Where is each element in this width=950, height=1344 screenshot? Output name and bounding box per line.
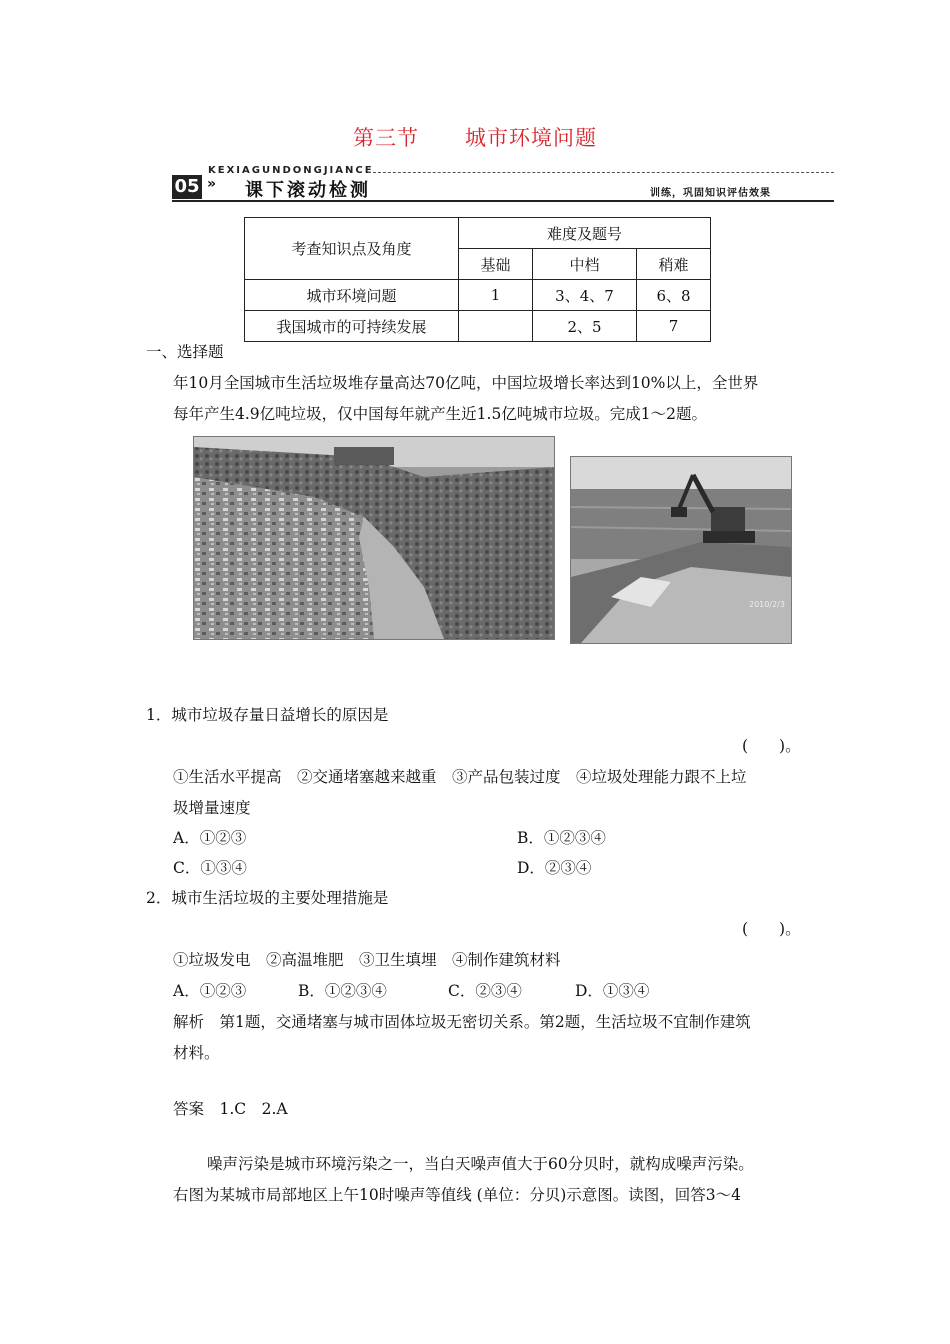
- chevron-icon: »: [207, 176, 217, 192]
- garbage-stream-photo: [193, 436, 555, 640]
- title-topic: 城市环境问题: [465, 126, 597, 150]
- intro-line-2: 每年产生4.9亿吨垃圾，仅中国每年就产生近1.5亿吨城市垃圾。完成1～2题。: [173, 405, 708, 423]
- level-hard: 稍难: [637, 249, 711, 280]
- q1-stem: 1．城市垃圾存量日益增长的原因是: [146, 706, 389, 724]
- row-medium: 3、4、7: [533, 280, 637, 311]
- q1-items-line-1: ①生活水平提高 ②交通堵塞越来越重 ③产品包装过度 ④垃圾处理能力跟不上垃: [173, 768, 747, 786]
- excavator-image: [571, 457, 791, 643]
- banner-rule: [172, 200, 834, 202]
- q1-option-b: B．①②③④: [517, 829, 606, 847]
- banner-pinyin: KEXIAGUNDONGJIANCE: [208, 165, 374, 176]
- banner-note: 训练，巩固知识评估效果: [650, 188, 771, 199]
- photo-timestamp: 2010/2/3: [749, 600, 785, 609]
- q1-items-line-2: 圾增量速度: [173, 799, 251, 817]
- noise-line-1: 噪声污染是城市环境污染之一，当白天噪声值大于60分贝时，就构成噪声污染。: [207, 1155, 754, 1173]
- intro-line-1: 年10月全国城市生活垃圾堆存量高达70亿吨，中国垃圾增长率达到10%以上，全世界: [173, 374, 759, 392]
- row-hard: 7: [637, 311, 711, 342]
- header-topic: 考查知识点及角度: [245, 218, 459, 280]
- row-topic: 城市环境问题: [245, 280, 459, 311]
- q2-stem: 2．城市生活垃圾的主要处理措施是: [146, 889, 389, 907]
- analysis-line-2: 材料。: [173, 1044, 220, 1062]
- table-row: [245, 280, 711, 311]
- answer-key: 答案 1.C 2.A: [173, 1100, 288, 1118]
- analysis-line-1: 解析 第1题，交通堵塞与城市固体垃圾无密切关系。第2题，生活垃圾不宜制作建筑: [173, 1013, 751, 1031]
- level-medium: 中档: [533, 249, 637, 280]
- table-row: [245, 311, 711, 342]
- q2-items: ①垃圾发电 ②高温堆肥 ③卫生填埋 ④制作建筑材料: [173, 951, 561, 969]
- row-medium: 2、5: [533, 311, 637, 342]
- row-basic: 1: [459, 280, 533, 311]
- q2-option-b: B．①②③④: [298, 982, 387, 1000]
- section-heading: 一、选择题: [146, 343, 224, 361]
- q2-option-a: A．①②③: [173, 982, 247, 1000]
- level-basic: 基础: [459, 249, 533, 280]
- header-difficulty: 难度及题号: [459, 218, 711, 249]
- excavator-photo: [570, 456, 792, 644]
- q1-option-d: D．②③④: [517, 859, 592, 877]
- row-hard: 6、8: [637, 280, 711, 311]
- q2-answer-bracket: ( )。: [742, 920, 801, 938]
- noise-line-2: 右图为某城市局部地区上午10时噪声等值线 (单位：分贝)示意图。读图，回答3～4: [173, 1186, 741, 1204]
- row-topic: 我国城市的可持续发展: [245, 311, 459, 342]
- q1-option-a: A．①②③: [173, 829, 247, 847]
- knowledge-table: [244, 217, 711, 342]
- banner-dashed-line: [368, 172, 834, 173]
- q2-option-d: D．①③④: [575, 982, 650, 1000]
- title-section: 第三节: [353, 126, 419, 150]
- q1-option-c: C．①③④: [173, 859, 247, 877]
- banner-badge: 05: [172, 175, 202, 199]
- q1-answer-bracket: ( )。: [742, 737, 801, 755]
- q2-option-c: C．②③④: [448, 982, 522, 1000]
- page-title: [0, 122, 950, 152]
- garbage-stream-image: [194, 437, 554, 639]
- row-basic: [459, 311, 533, 342]
- banner-title: 课下滚动检测: [245, 180, 371, 201]
